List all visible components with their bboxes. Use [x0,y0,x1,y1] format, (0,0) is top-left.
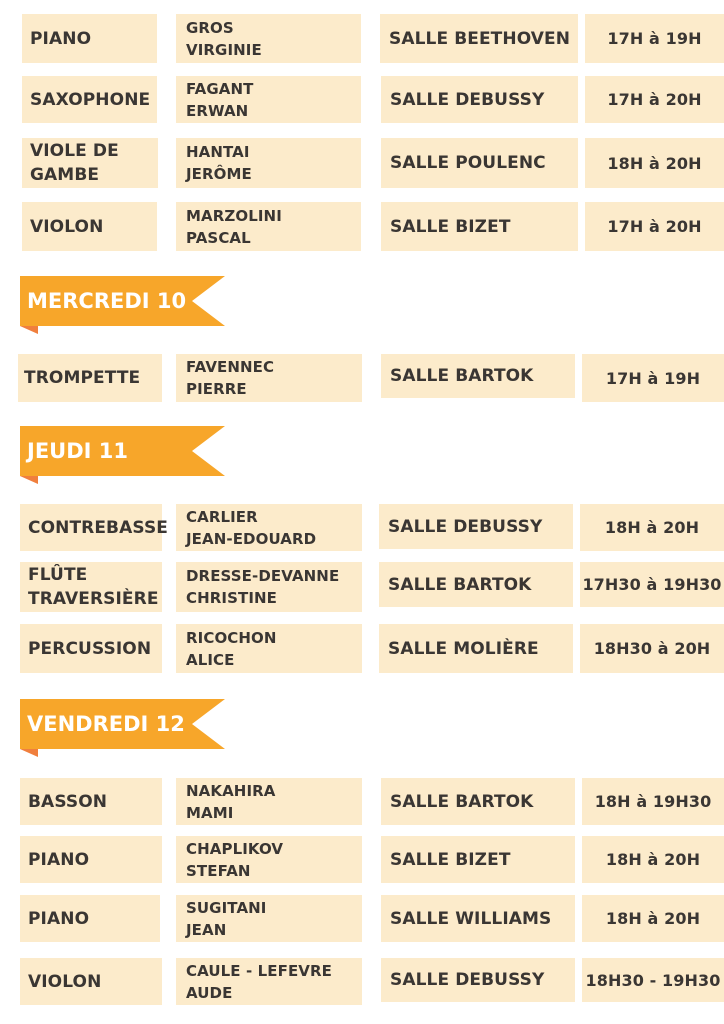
teacher-cell: NAKAHIRA MAMI [176,778,362,825]
room-cell: SALLE DEBUSSY [381,958,575,1002]
time-cell: 18H30 à 20H [580,624,724,673]
instrument-cell: PERCUSSION [20,624,162,673]
instrument-cell: VIOLON [22,202,157,251]
room-cell: SALLE BARTOK [381,778,575,825]
room-cell: SALLE BIZET [381,836,575,883]
instrument-cell: BASSON [20,778,162,825]
time-cell: 18H30 - 19H30 [582,958,724,1002]
time-cell: 18H à 20H [580,504,724,551]
room-cell: SALLE DEBUSSY [379,504,573,549]
time-cell: 17H à 20H [585,202,724,251]
time-cell: 17H à 20H [585,76,724,123]
day-banner-friday [20,699,225,757]
room-cell: SALLE BARTOK [379,562,573,607]
time-cell: 18H à 20H [585,138,724,188]
time-cell: 18H à 19H30 [582,778,724,825]
time-cell: 18H à 20H [582,895,724,942]
instrument-cell: VIOLE DE GAMBE [22,138,158,188]
teacher-cell: CHAPLIKOV STEFAN [176,836,362,883]
teacher-cell: FAGANT ERWAN [176,76,361,123]
room-cell: SALLE MOLIÈRE [379,624,573,673]
teacher-cell: RICOCHON ALICE [176,624,362,673]
day-banner-wednesday [20,276,225,334]
teacher-cell: HANTAI JERÔME [176,138,361,188]
teacher-cell: MARZOLINI PASCAL [176,202,361,251]
teacher-cell: SUGITANI JEAN [176,895,362,942]
instrument-cell: CONTREBASSE [20,504,162,551]
teacher-cell: DRESSE-DEVANNE CHRISTINE [176,562,362,612]
time-cell: 17H30 à 19H30 [580,562,724,607]
time-cell: 17H à 19H [582,354,724,402]
instrument-cell: PIANO [22,14,157,63]
instrument-cell: PIANO [20,836,162,883]
instrument-cell: SAXOPHONE [22,76,157,123]
instrument-cell: TROMPETTE [18,354,162,402]
instrument-cell: FLÛTE TRAVERSIÈRE [20,562,162,612]
day-label: MERCREDI 10 [27,289,187,313]
teacher-cell: CAULE - LEFEVRE AUDE [176,958,362,1005]
day-label: VENDREDI 12 [27,712,185,736]
instrument-cell: VIOLON [20,958,162,1005]
room-cell: SALLE DEBUSSY [381,76,578,123]
teacher-cell: CARLIER JEAN-EDOUARD [176,504,362,551]
time-cell: 18H à 20H [582,836,724,883]
room-cell: SALLE BIZET [381,202,578,251]
room-cell: SALLE BEETHOVEN [380,14,578,63]
teacher-cell: GROS VIRGINIE [176,14,361,63]
instrument-cell: PIANO [20,895,160,942]
day-banner-thursday [20,426,225,484]
room-cell: SALLE WILLIAMS [381,895,575,942]
time-cell: 17H à 19H [585,14,724,63]
room-cell: SALLE POULENC [381,138,578,188]
room-cell: SALLE BARTOK [381,354,575,398]
teacher-cell: FAVENNEC PIERRE [176,354,362,402]
day-label: JEUDI 11 [27,439,128,463]
